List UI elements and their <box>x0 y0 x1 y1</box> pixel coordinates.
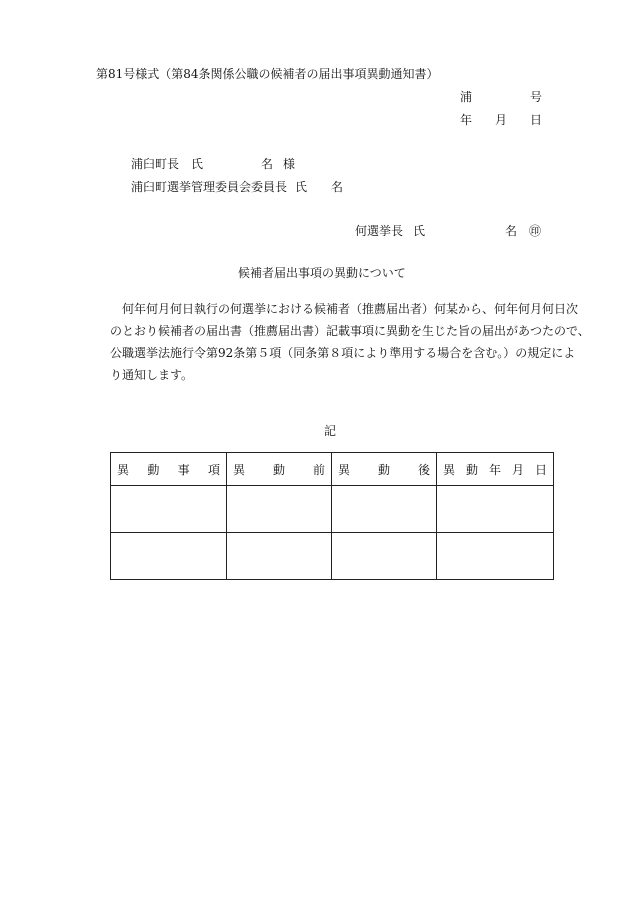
addressee-2-shi: 氏 <box>295 180 308 194</box>
addressee-1-title: 浦臼町長 <box>131 157 180 171</box>
table-cell <box>437 533 554 580</box>
subject-heading: 候補者届出事項の異動について <box>238 266 406 280</box>
table-cell <box>111 533 227 580</box>
table-header-row <box>111 453 554 486</box>
header-char: 異 <box>338 462 351 477</box>
seal-mark: ㊞ <box>529 224 542 238</box>
table-cell <box>111 486 227 533</box>
date-day: 日 <box>529 113 542 127</box>
header-char: 異 <box>233 462 246 477</box>
addressee-1-sama: 様 <box>283 157 296 171</box>
header-char: 動 <box>272 462 285 477</box>
table-row <box>111 533 554 580</box>
body-line-2: のとおり候補者の届出書（推薦届出書）記載事項に異動を生じた旨の届出があつたので、 <box>110 324 590 338</box>
body-text <box>110 298 590 386</box>
header-char: 年 <box>488 462 501 477</box>
table-cell <box>227 486 332 533</box>
record-table <box>110 452 554 580</box>
header-char: 前 <box>312 462 325 477</box>
table-cell <box>332 533 437 580</box>
header-char: 項 <box>207 462 220 477</box>
date-month: 月 <box>494 113 507 127</box>
header-char: 動 <box>377 462 390 477</box>
ki-heading: 記 <box>324 424 337 438</box>
header-char: 後 <box>417 462 430 477</box>
header-char: 月 <box>511 462 524 477</box>
header-char: 動 <box>147 462 160 477</box>
header-change-item <box>111 453 227 486</box>
sender <box>355 224 545 238</box>
header-after-change <box>332 453 437 486</box>
sender-title: 何選挙長 <box>355 224 404 238</box>
sender-shi: 氏 <box>413 224 426 238</box>
body-line-1: 何年何月何日執行の何選挙における候補者（推薦届出者）何某から、何年何月何日次 <box>122 302 579 316</box>
form-title: 第81号様式（第84条関係公職の候補者の届出事項異動通知書） <box>96 67 439 81</box>
addressee-1 <box>131 157 311 171</box>
number-line <box>460 90 542 104</box>
header-before-change <box>227 453 332 486</box>
body-line-4: り通知します。 <box>110 368 194 382</box>
header-char: 異 <box>117 462 130 477</box>
table-cell <box>437 486 554 533</box>
number-suffix: 号 <box>529 90 542 104</box>
addressee-2-title: 浦臼町選挙管理委員会委員長 <box>131 180 288 194</box>
addressee-2 <box>131 180 361 194</box>
header-char: 動 <box>465 462 478 477</box>
table-cell <box>332 486 437 533</box>
addressee-1-mei: 名 <box>261 157 274 171</box>
header-char: 事 <box>177 462 190 477</box>
body-line-3: 公職選挙法施行令第92条第５項（同条第８項により準用する場合を含む。）の規定によ <box>110 346 576 360</box>
number-prefix: 浦 <box>460 90 473 104</box>
header-change-date <box>437 453 554 486</box>
table-row <box>111 486 554 533</box>
date-line <box>460 113 542 127</box>
header-char: 日 <box>534 462 547 477</box>
date-year: 年 <box>460 113 473 127</box>
header-char: 異 <box>443 462 456 477</box>
addressee-2-mei: 名 <box>331 180 344 194</box>
sender-mei: 名 <box>505 224 518 238</box>
table-cell <box>227 533 332 580</box>
addressee-1-shi: 氏 <box>191 157 204 171</box>
